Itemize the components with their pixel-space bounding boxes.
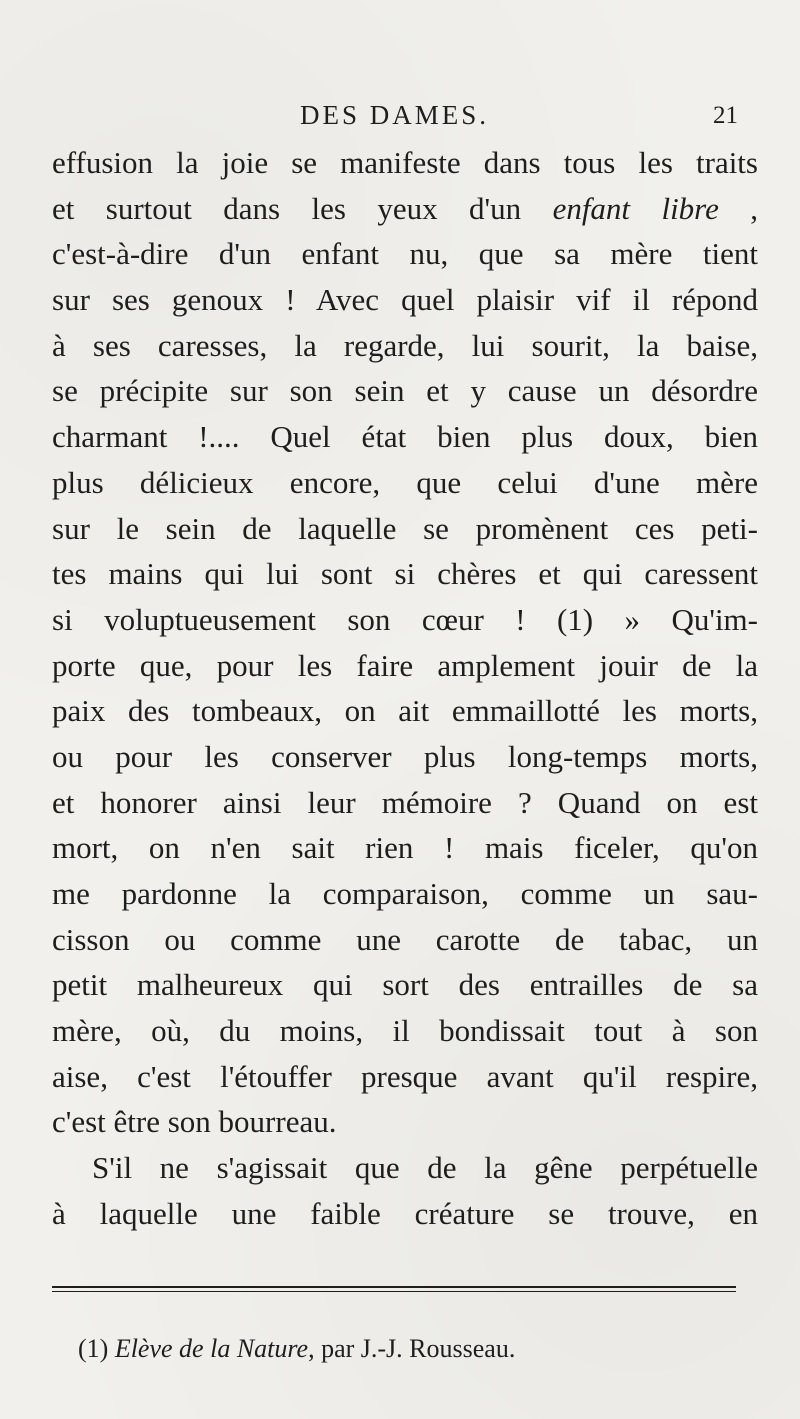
- footnote-marker: (1): [78, 1334, 109, 1363]
- footnote: [78, 1334, 515, 1364]
- text-line: cisson ou comme une carotte de tabac, un: [52, 921, 758, 957]
- text-line: charmant !.... Quel état bien plus doux, bien: [52, 419, 758, 455]
- page-number: 21: [713, 102, 738, 129]
- text-line-end: ,: [750, 190, 758, 226]
- text-line: si voluptueusement son cœur ! (1) » Qu'im-: [52, 601, 758, 637]
- text-line: c'est-à-dire d'un enfant nu, que sa mère tient: [52, 236, 758, 272]
- text-line: et honorer ainsi leur mémoire ? Quand on est: [52, 784, 758, 820]
- running-head: [0, 96, 800, 136]
- text-line: ou pour les conserver plus long-temps morts,: [52, 738, 758, 774]
- text-line: à ses caresses, la regarde, lui sourit, la baise,: [52, 327, 758, 363]
- footnote-rule-thin: [52, 1291, 736, 1292]
- footnote-rest: , par J.-J. Rousseau.: [308, 1334, 516, 1363]
- text-line: porte que, pour les faire amplement jouir de la: [52, 647, 758, 683]
- footnote-title: Elève de la Nature: [114, 1334, 309, 1363]
- text-line: aise, c'est l'étouffer presque avant qu'il respire,: [52, 1058, 758, 1094]
- text-line: mère, où, du moins, il bondissait tout à son: [52, 1013, 758, 1049]
- text-line: sur ses genoux ! Avec quel plaisir vif il répond: [52, 282, 758, 318]
- text-line: mort, on n'en sait rien ! mais ficeler, qu'on: [52, 830, 758, 866]
- footnote-rule: [52, 1286, 736, 1288]
- text-line: effusion la joie se manifeste dans tous les traits: [52, 145, 758, 180]
- text-line: petit malheureux qui sort des entrailles de sa: [52, 967, 758, 1003]
- italic-phrase: enfant libre: [552, 190, 719, 226]
- running-title: DES DAMES.: [300, 100, 490, 130]
- text-line: S'il ne s'agissait que de la gêne perpétuelle: [92, 1150, 758, 1186]
- text-line: c'est être son bourreau.: [52, 1104, 337, 1140]
- text-line: se précipite sur son sein et y cause un désordre: [52, 373, 758, 409]
- text-line-start: et surtout dans les yeux d'un: [52, 190, 522, 226]
- text-line: paix des tombeaux, on ait emmaillotté les morts,: [52, 693, 758, 729]
- text-line: me pardonne la comparaison, comme un sau-: [52, 876, 758, 911]
- text-line: plus délicieux encore, que celui d'une mère: [52, 464, 758, 500]
- body-text: [52, 140, 758, 1237]
- text-line: sur le sein de laquelle se promènent ces peti-: [52, 510, 758, 546]
- text-line: à laquelle une faible créature se trouve, en: [52, 1195, 758, 1231]
- text-line: [52, 186, 758, 232]
- text-line: tes mains qui lui sont si chères et qui caressent: [52, 556, 758, 592]
